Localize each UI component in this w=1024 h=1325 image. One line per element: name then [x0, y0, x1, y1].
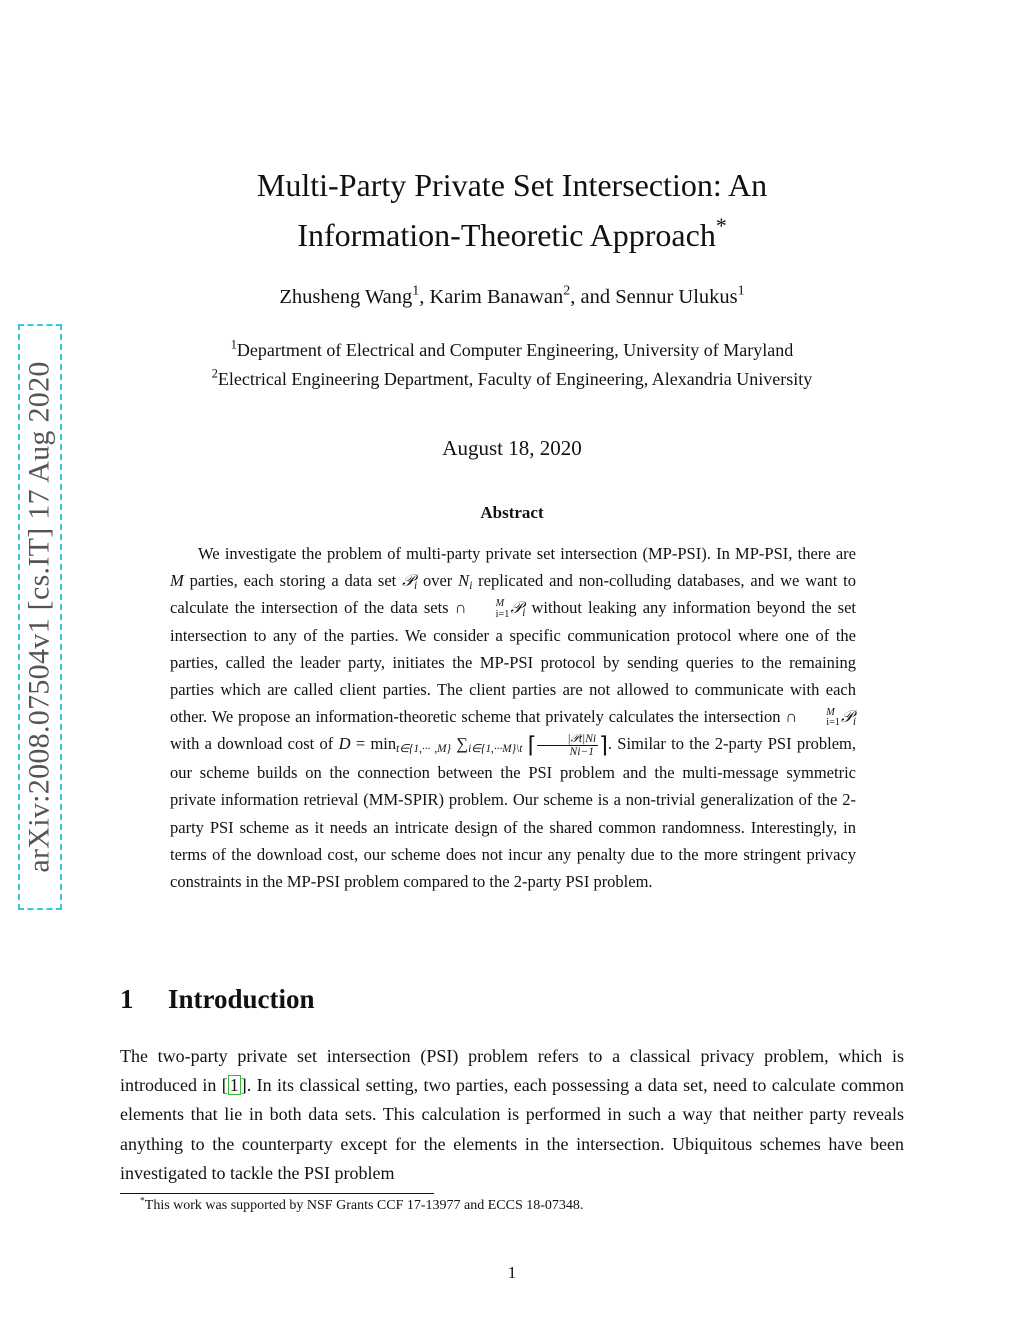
author-separator-1: ,: [419, 286, 430, 308]
affiliation-1-text: Department of Electrical and Computer Engineering, University of Maryland: [236, 340, 794, 360]
arxiv-identifier-stamp[interactable]: [18, 324, 62, 910]
affiliation-1-mark: 1: [230, 337, 237, 352]
math-P-intersect: 𝒫: [510, 598, 523, 618]
affiliation-1: [120, 337, 904, 361]
paper-title: [150, 160, 874, 260]
abstract-text-4: replicated and non-colluding databases, and we want to calculate the intersection of the data sets: [170, 571, 856, 618]
affiliation-2-text: Electrical Engineering Department, Faculty of Engineering, Alexandria University: [217, 369, 813, 389]
title-line-1: Multi-Party Private Set Intersection: An: [256, 167, 768, 203]
math-P-intersect-index: i: [522, 607, 526, 620]
publication-date: August 18, 2020: [442, 436, 582, 460]
abstract-text-5: without leaking any information beyond the set intersection to any of the parties. We consider a specific communication protocol where one of the parties, called the leader party, initiates the MP-PSI protocol by sending queries to the remaining parties which are called client parties. The client parties are not allowed to communicate with each other. We propose an information-theoretic scheme that privately calculates the intersection: [170, 598, 856, 727]
section-number: 1: [120, 984, 134, 1014]
math-fraction: [537, 733, 598, 758]
footnote-mark: *: [140, 1196, 145, 1207]
intro-text-1: The two-party private set intersection (PSI) problem refers to a classical privacy problem, which is introduced in: [120, 1046, 904, 1096]
intro-text-2: . In its classical setting, two parties, each possessing a data set, need to calculate common elements that lie in both data sets. This calculation is performed in such a way that neither party reveals anything to the counterparty except for the elements in the intersection. Ubiquitous schemes have been investigated to tackle the PSI problem: [120, 1075, 905, 1183]
author-1: Zhusheng Wang: [279, 286, 413, 308]
math-D: D: [338, 734, 351, 754]
math-intersection-limits: [468, 599, 510, 619]
math-intersection-upper: M: [495, 598, 505, 610]
math-intersection-upper-2: M: [826, 707, 835, 719]
section-title: Introduction: [168, 984, 315, 1014]
page-number: 1: [507, 1263, 517, 1282]
math-fraction-numerator: |𝒫t|Ni: [537, 733, 598, 746]
author-3: Sennur Ulukus: [615, 286, 738, 308]
math-P: 𝒫: [402, 571, 414, 591]
math-intersection-lower-2: i=1: [826, 717, 840, 729]
math-ceil-right: ⌉: [599, 733, 608, 759]
math-sum-subscript: i∈{1,···M}\t: [468, 743, 523, 756]
math-M: M: [170, 571, 184, 591]
math-min: = min: [350, 734, 397, 754]
math-sum-symbol: ∑: [456, 734, 469, 754]
math-intersection-symbol-2: ∩: [785, 707, 798, 727]
math-intersection-symbol: ∩: [454, 598, 467, 618]
author-list: [150, 283, 874, 309]
introduction-paragraph: The two-party private set intersection (PSI) problem refers to a classical privacy problem, which is introduced in [ 1 ]. In its classical setting, two parties, each possessing a data set, need to calculate common elements that lie in both data sets. This calculation is performed in such a way that neither party reveals anything to the counterparty except for the elements in the intersection. Ubiquitous schemes have been investigated to tackle the PSI problem: [120, 1046, 905, 1183]
math-P-intersect-2: 𝒫: [840, 707, 853, 727]
footnote-divider: [120, 1193, 434, 1194]
citation-link-1[interactable]: 1: [229, 1075, 239, 1096]
math-N: N: [458, 571, 470, 591]
math-intersection-lower: i=1: [495, 608, 510, 620]
math-N-index: i: [469, 580, 473, 592]
title-line-2: Information-Theoretic Approach: [297, 217, 716, 253]
abstract-text-1: We investigate the problem of multi-party private set intersection (MP-PSI). In MP-PSI, there are: [198, 544, 856, 563]
author-2-affil: 2: [563, 283, 571, 299]
abstract-text-6: with a download cost of: [170, 734, 339, 754]
abstract-heading: Abstract: [480, 503, 544, 522]
math-P-intersect-2-index: i: [852, 716, 856, 729]
author-3-affil: 1: [737, 283, 745, 299]
footnote-text: This work was supported by NSF Grants CCF 17-13977 and ECCS 18-07348.: [144, 1198, 584, 1213]
math-ceil-left: ⌈: [527, 733, 537, 759]
abstract-text-7: . Similar to the 2-party PSI problem, our scheme builds on the connection between the PSI problem and the multi-message symmetric private information retrieval (MM-SPIR) problem. Our scheme is a non-trivial generalization of the 2-party PSI scheme as it needs an intricate design of the shared common randomness. Interestingly, in terms of the download cost, our scheme does not incur any penalty due to the more stringent privacy constraints in the MP-PSI problem compared to the 2-party PSI problem.: [170, 734, 856, 892]
author-2: Karim Banawan: [429, 286, 564, 308]
footnote: [140, 1198, 583, 1214]
abstract-text-2: parties, each storing a data set: [183, 571, 403, 591]
affiliation-2: [120, 366, 904, 390]
abstract-text-3: over: [417, 571, 459, 591]
math-P-index: i: [414, 580, 418, 592]
math-min-subscript: t∈{1,··· ,M}: [396, 743, 451, 756]
section-heading-introduction: [120, 984, 315, 1015]
math-intersection-limits-2: [798, 708, 840, 728]
author-1-affil: 1: [412, 283, 420, 299]
math-fraction-denominator: Ni−1: [569, 746, 594, 759]
arxiv-identifier-text: arXiv:2008.07504v1 [cs.IT] 17 Aug 2020: [23, 361, 56, 873]
title-footnote-mark: *: [715, 213, 727, 238]
author-separator-2: , and: [570, 286, 616, 308]
affiliation-2-mark: 2: [211, 366, 218, 381]
abstract-body: [170, 540, 856, 895]
